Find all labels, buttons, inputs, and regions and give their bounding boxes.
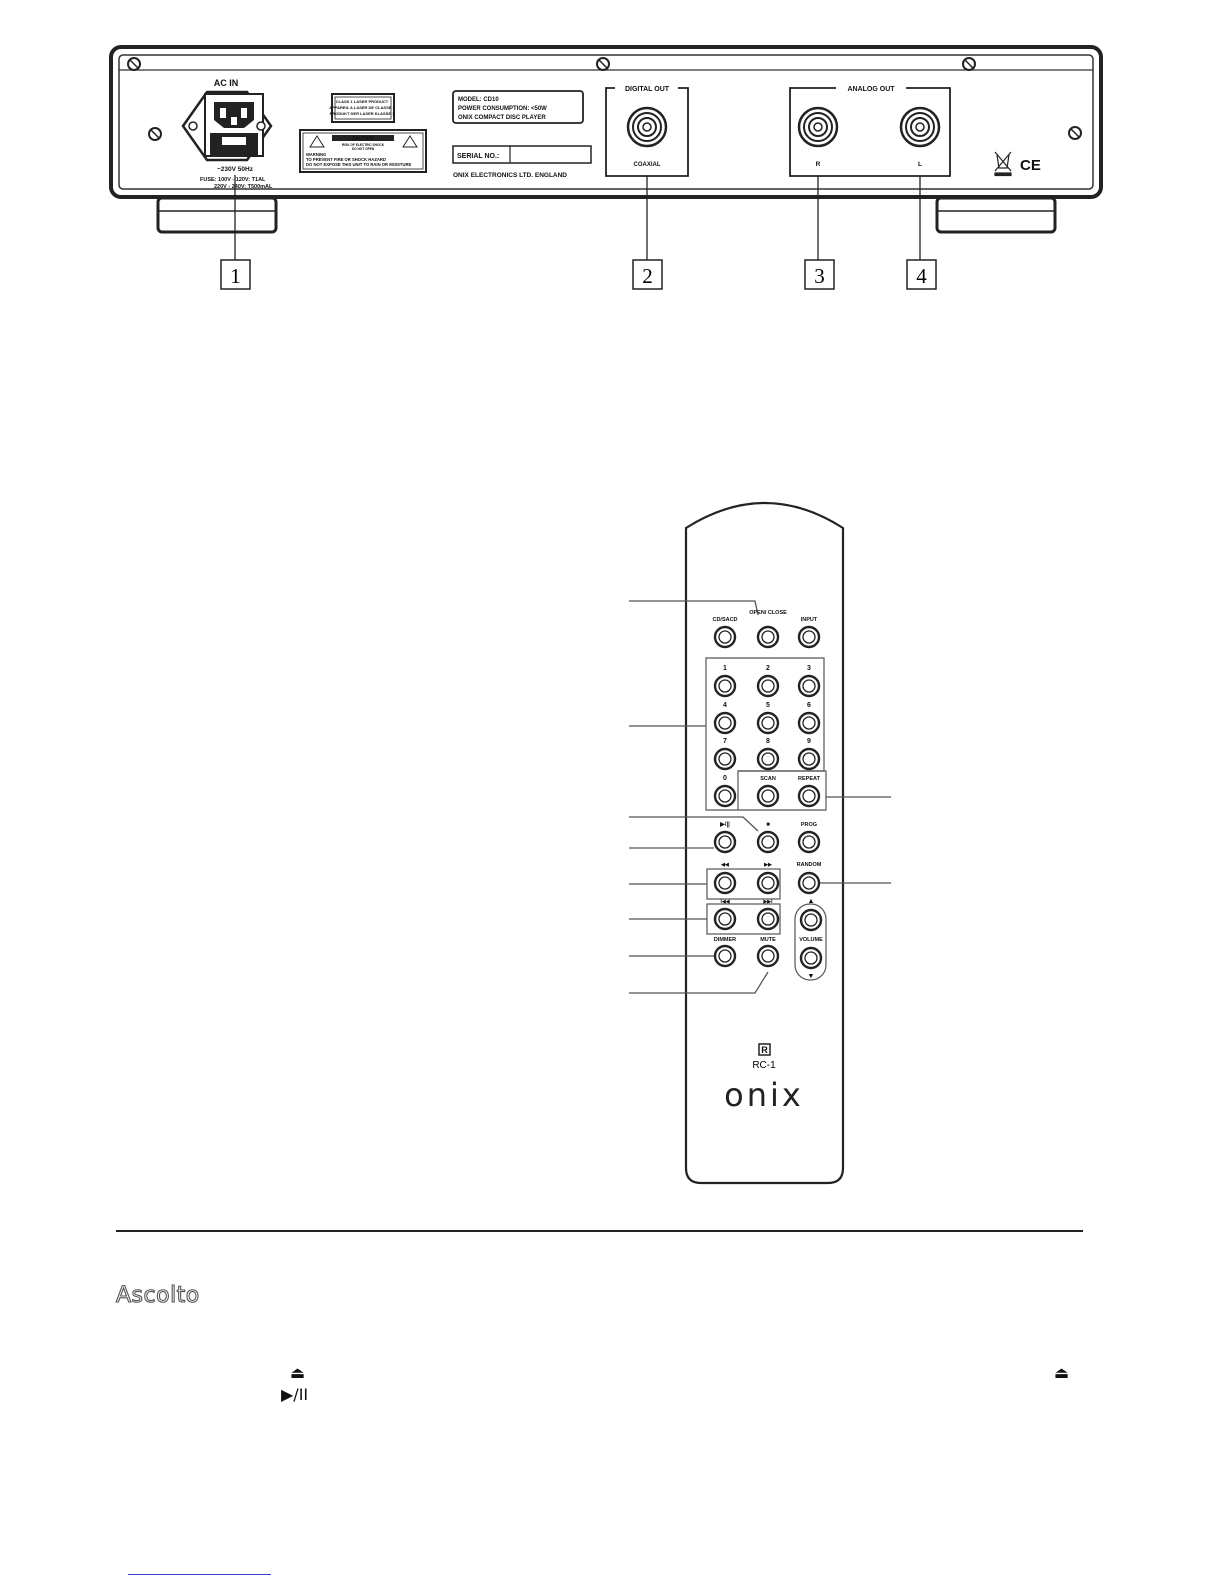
mute-label: MUTE [760, 937, 776, 943]
remote-model: RC-1 [752, 1060, 776, 1071]
digit-4-button[interactable] [715, 713, 735, 733]
digit-6-button[interactable] [799, 713, 819, 733]
fuse-rating-2: 220V - 240V: T500mAL [214, 184, 273, 190]
digit-8-button[interactable] [758, 749, 778, 769]
stop-label: ■ [766, 822, 770, 828]
svg-text:DO NOT OPEN: DO NOT OPEN [351, 147, 375, 151]
svg-text:1: 1 [723, 665, 727, 672]
svg-text:CLASS 1 LASER PRODUCT: CLASS 1 LASER PRODUCT [335, 99, 389, 104]
svg-text:MODEL: CD10: MODEL: CD10 [458, 97, 499, 103]
mute-button[interactable] [758, 946, 778, 966]
digit-7-button[interactable] [715, 749, 735, 769]
ce-mark: CE [1020, 157, 1041, 174]
svg-text:WARNING: WARNING [306, 152, 327, 157]
svg-text:PRODUKT DER LASER KLASSE 1: PRODUKT DER LASER KLASSE 1 [329, 111, 395, 116]
dimmer-label: DIMMER [713, 937, 737, 943]
fast-forward-button[interactable] [758, 873, 778, 893]
svg-text:POWER CONSUMPTION: <50W: POWER CONSUMPTION: <50W [458, 106, 547, 112]
analog-jack-l [901, 108, 939, 146]
next-label: ▶▶I [763, 899, 773, 905]
digit-9-button[interactable] [799, 749, 819, 769]
foot-left [158, 198, 276, 232]
svg-text:2: 2 [642, 264, 653, 288]
input-button[interactable] [799, 627, 819, 647]
svg-text:3: 3 [814, 264, 825, 288]
volume-down-icon: ▼ [807, 973, 815, 980]
volume-label: VOLUME [799, 937, 823, 943]
svg-text:0: 0 [723, 775, 727, 782]
svg-text:4: 4 [916, 264, 927, 288]
scan-label: SCAN [760, 776, 776, 782]
input-label: INPUT [800, 617, 818, 623]
svg-text:SERIAL NO.:: SERIAL NO.: [457, 153, 500, 160]
next-track-button[interactable] [758, 909, 778, 929]
svg-text:6: 6 [807, 702, 811, 709]
prog-label: PROG [800, 822, 818, 828]
volume-down-button[interactable] [801, 948, 821, 968]
svg-text:DO NOT EXPOSE THIS UNIT TO RAI: DO NOT EXPOSE THIS UNIT TO RAIN OR MOISTURE [306, 162, 412, 167]
svg-text:TO PREVENT FIRE OR SHOCK HAZAR: TO PREVENT FIRE OR SHOCK HAZARD [306, 157, 386, 162]
coaxial-jack [628, 108, 666, 146]
stop-button[interactable] [758, 832, 778, 852]
digit-3-button[interactable] [799, 676, 819, 696]
digit-1-button[interactable] [715, 676, 735, 696]
play-pause-label: ▶/|| [720, 822, 730, 828]
digit-5-button[interactable] [758, 713, 778, 733]
previous-track-button[interactable] [715, 909, 735, 929]
analog-jack-r [799, 108, 837, 146]
cd-sacd-label: CD/SACD [712, 617, 738, 623]
footer-link[interactable] [128, 1574, 271, 1575]
svg-text:CAUTION: CAUTION [351, 136, 375, 142]
onix-logo: onix [724, 1076, 804, 1114]
svg-text:R: R [761, 1045, 768, 1055]
rewind-button[interactable] [715, 873, 735, 893]
svg-text:2: 2 [766, 665, 770, 672]
foot-right [937, 198, 1055, 232]
play-pause-button[interactable] [715, 832, 735, 852]
eject-icon: ⏏ [290, 1363, 306, 1382]
play-pause-icon: ▶/II [281, 1385, 309, 1404]
maker-label: ONIX ELECTRONICS LTD. ENGLAND [453, 172, 567, 179]
cd-sacd-button[interactable] [715, 627, 735, 647]
svg-text:RISK OF ELECTRIC SHOCK: RISK OF ELECTRIC SHOCK [341, 143, 385, 147]
ac-in-label: AC IN [213, 78, 239, 88]
analog-out-label: ANALOG OUT [847, 86, 895, 93]
svg-text:ONIX COMPACT DISC PLAYER: ONIX COMPACT DISC PLAYER [458, 115, 546, 121]
svg-text:3: 3 [807, 665, 811, 672]
rear-panel [111, 47, 1101, 289]
section-title: Ascolto [116, 1283, 200, 1308]
svg-text:7: 7 [723, 738, 727, 745]
digit-2-button[interactable] [758, 676, 778, 696]
repeat-label: REPEAT [798, 776, 820, 782]
random-button[interactable] [799, 873, 819, 893]
scan-button[interactable] [758, 786, 778, 806]
coaxial-label: COAXIAL [633, 162, 661, 168]
repeat-button[interactable] [799, 786, 819, 806]
fast-forward-label: ▶▶ [764, 862, 772, 868]
analog-r-label: R [815, 161, 821, 168]
svg-text:1: 1 [230, 264, 241, 288]
fuse-rating-1: FUSE: 100V - 120V: T1AL [200, 177, 266, 183]
eject-icon: ⏏ [1054, 1363, 1070, 1382]
prog-button[interactable] [799, 832, 819, 852]
dimmer-button[interactable] [715, 946, 735, 966]
voltage-sticker: ~230V 50Hz [217, 166, 253, 173]
rewind-label: ◀◀ [721, 862, 729, 868]
previous-label: I◀◀ [720, 899, 730, 905]
digital-out-label: DIGITAL OUT [624, 86, 670, 93]
svg-text:9: 9 [807, 738, 811, 745]
open-close-label: OPEN/ CLOSE [749, 610, 787, 616]
digit-0-button[interactable] [715, 786, 735, 806]
svg-text:5: 5 [766, 702, 770, 709]
section-divider [116, 1230, 1083, 1232]
random-label: RANDOM [796, 862, 822, 868]
svg-text:4: 4 [723, 702, 727, 709]
svg-text:8: 8 [766, 738, 770, 745]
svg-text:APPAREIL A LASER DE CLASSE 1: APPAREIL A LASER DE CLASSE 1 [329, 105, 395, 110]
analog-l-label: L [918, 161, 922, 168]
volume-up-button[interactable] [801, 910, 821, 930]
open-close-button[interactable] [758, 627, 778, 647]
remote-control [629, 503, 891, 1183]
volume-up-icon: ▲ [807, 898, 815, 905]
